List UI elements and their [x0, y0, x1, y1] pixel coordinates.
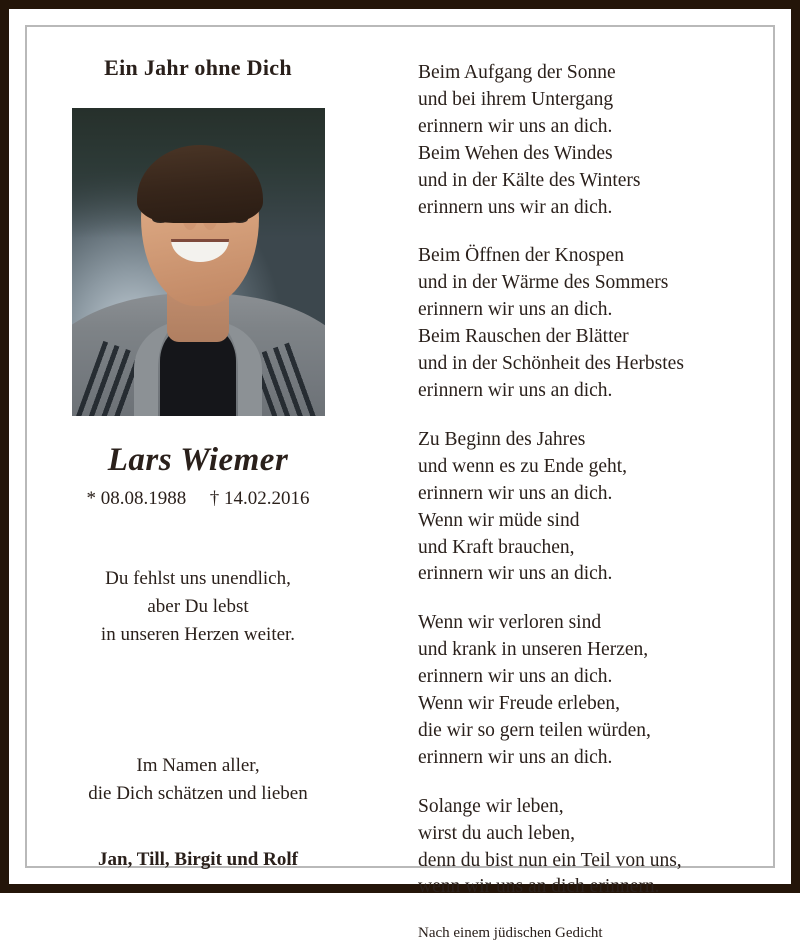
- poem-line: Beim Aufgang der Sonne: [418, 62, 616, 83]
- poem-line: und in der Kälte des Winters: [418, 169, 641, 191]
- photo-smile: [171, 239, 229, 262]
- deceased-name: Lars Wiemer: [107, 442, 289, 479]
- poem-attribution: Nach einem jüdischen Gedicht: [418, 925, 603, 942]
- poem-line: und Kraft brauchen,: [418, 536, 575, 558]
- verse-line: Du fehlst uns unendlich,: [105, 568, 291, 590]
- birth-symbol: *: [86, 488, 96, 510]
- poem-stanza: [418, 610, 772, 771]
- closing-dedication: [38, 752, 358, 807]
- closing-line: die Dich schätzen und lieben: [88, 782, 308, 804]
- poem-line: Solange wir leben,: [418, 795, 564, 817]
- poem-line: Beim Rauschen der Blätter: [418, 326, 629, 348]
- poem-line: und bei ihrem Untergang: [418, 88, 614, 110]
- poem-line: Beim Öffnen der Knospen: [418, 245, 624, 267]
- poem-line: und in der Schönheit des Herbstes: [418, 353, 684, 375]
- poem-line: erinnern wir uns an dich.: [418, 115, 613, 137]
- poem-line: denn du bist nun ein Teil von uns,: [418, 849, 682, 871]
- poem-line: und krank in unseren Herzen,: [418, 639, 649, 661]
- life-dates: [38, 488, 358, 510]
- poem-line: wenn wir uns an dich erinnern.: [418, 876, 660, 898]
- poem-line: und wenn es zu Ende geht,: [418, 455, 628, 477]
- family-names: Jan, Till, Birgit und Rolf: [98, 849, 298, 871]
- right-column: [378, 18, 782, 942]
- verse-line: aber Du lebst: [147, 596, 249, 618]
- obituary-content: [18, 18, 782, 942]
- poem-line: wirst du auch leben,: [418, 822, 576, 844]
- memorial-verse: [38, 565, 358, 648]
- poem-line: erinnern wir uns an dich.: [418, 379, 613, 401]
- poem-line: erinnern wir uns an dich.: [418, 563, 613, 585]
- death-date: 14.02.2016: [224, 488, 310, 510]
- poem-stanza: [418, 794, 772, 902]
- poem-line: erinnern uns wir an dich.: [418, 196, 613, 218]
- poem-line: Zu Beginn des Jahres: [418, 428, 586, 450]
- birth-date: 08.08.1988: [100, 488, 187, 510]
- closing-line: Im Namen aller,: [136, 755, 260, 777]
- poem-line: erinnern wir uns an dich.: [418, 482, 613, 504]
- page-title: Ein Jahr ohne Dich: [104, 55, 292, 80]
- poem-line: Wenn wir Freude erleben,: [418, 693, 621, 715]
- poem-stanza: [418, 243, 772, 404]
- poem-line: Beim Wehen des Windes: [418, 142, 613, 164]
- poem-stanza: [418, 60, 772, 221]
- poem-line: Wenn wir verloren sind: [418, 612, 602, 634]
- poem-line: und in der Wärme des Sommers: [418, 272, 669, 294]
- poem-line: Wenn wir müde sind: [418, 509, 580, 531]
- verse-line: in unseren Herzen weiter.: [100, 623, 296, 645]
- poem-line: erinnern wir uns an dich.: [418, 299, 613, 321]
- left-column: [18, 18, 378, 875]
- poem-line: erinnern wir uns an dich.: [418, 666, 613, 688]
- poem-line: die wir so gern teilen würden,: [418, 719, 651, 741]
- poem-line: erinnern wir uns an dich.: [418, 746, 613, 768]
- poem-stanza: [418, 427, 772, 588]
- portrait-photo: [72, 108, 325, 416]
- death-symbol: †: [209, 488, 220, 510]
